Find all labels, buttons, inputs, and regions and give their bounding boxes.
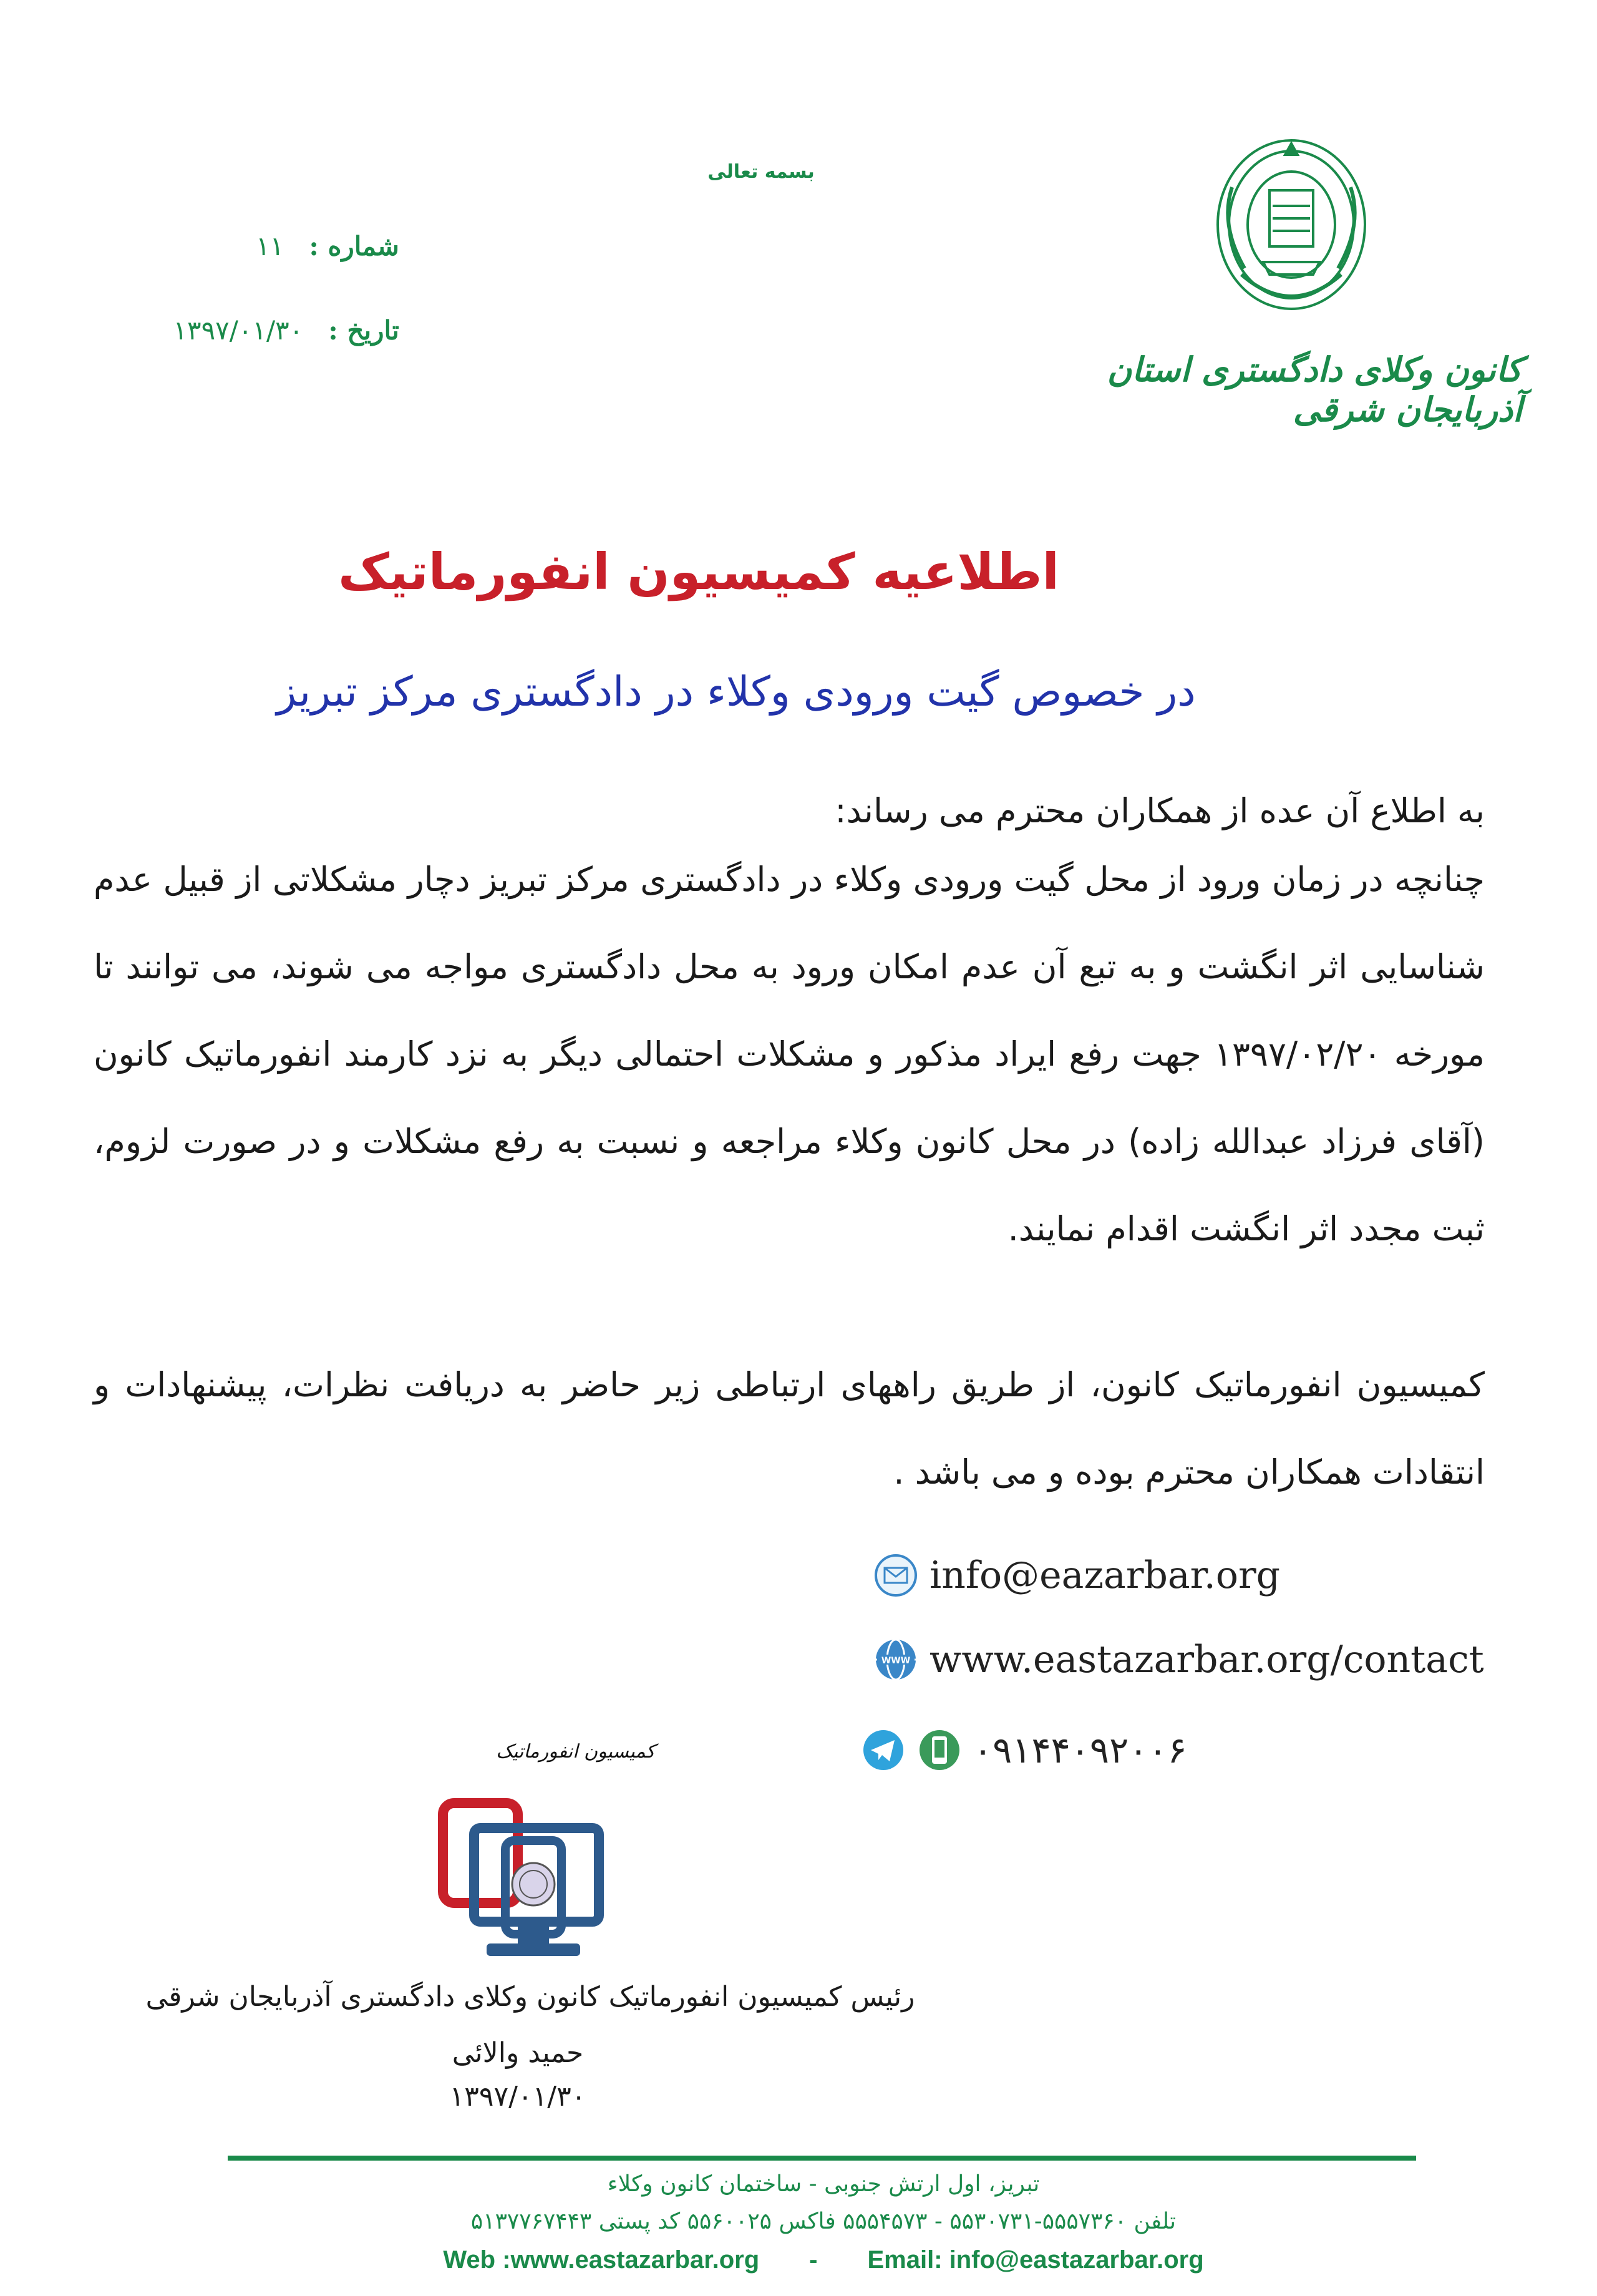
bar-association-emblem-icon <box>1210 131 1372 318</box>
contact-website[interactable] <box>873 1632 1522 1688</box>
footer-address: تبریز، اول ارتش جنوبی - ساختمان کانون وکلاء <box>607 2171 1040 2197</box>
organization-name: کانون وکلای دادگستری استان آذربایجان شرقی <box>1107 349 1522 429</box>
globe-icon <box>873 1637 918 1682</box>
letter-number-value: ۱۱ <box>256 231 284 261</box>
telegram-icon[interactable] <box>861 1728 906 1773</box>
mail-icon <box>873 1553 918 1598</box>
body-paragraph-main: چنانچه در زمان ورود از محل گیت ورودی وکلاء در دادگستری مرکز تبریز دچار مشکلاتی از قبیل عدم شناسایی اثر انگشت و به تبع آن عدم امکان ورود به محل دادگستری مواجه می شوند، می توانند تا مورخه ۱۳۹۷/۰۲/۲۰ جهت رفع ایراد مذکور و مشکلات احتمالی دیگر به نزد کارمند انفورماتیک کانون (آقای فرزاد عبدالله زاده) در محل کانون وکلاء مراجعه و نسبت به رفع مشکلات و در صورت لزوم، ثبت مجدد اثر انگشت اقدام نمایند. <box>94 860 1485 1248</box>
contact-email-text[interactable]: info@eazarbar.org <box>930 1554 1281 1597</box>
informatics-commission-logo-title: کمیسیون انفورماتیک <box>496 1741 655 1763</box>
contact-phone-text[interactable]: ۰۹۱۴۴۰۹۲۰۰۶ <box>973 1729 1187 1771</box>
contact-phone[interactable] <box>861 1722 1510 1778</box>
letter-date <box>69 315 399 346</box>
signatory-role: رئیس کمیسیون انفورماتیک کانون وکلای دادگستری آذربایجان شرقی <box>145 1981 915 2013</box>
body-paragraph-contact: کمیسیون انفورماتیک کانون، از طریق راههای ارتباطی زیر حاضر به دریافت نظرات، پیشنهادات و انتقادات همکاران محترم بوده و می باشد . <box>94 1365 1485 1492</box>
letter-number <box>75 231 399 261</box>
footer-web-email-row <box>250 2246 1397 2274</box>
contact-website-text[interactable]: www.eastazarbar.org/contact <box>930 1638 1484 1681</box>
bismillah-heading: بسمه تعالی <box>707 161 815 183</box>
intro-paragraph: به اطلاع آن عده از همکاران محترم می رساند: <box>835 791 1485 830</box>
signatory-name: حمید والائی <box>452 2037 584 2069</box>
footer-website-link[interactable]: Web :www.eastazarbar.org <box>443 2246 760 2274</box>
contact-email[interactable] <box>873 1547 1522 1603</box>
phone-icon[interactable] <box>917 1728 962 1773</box>
announcement-title: اطلاعیه کمیسیون انفورماتیک <box>338 543 1059 601</box>
letter-date-value: ۱۳۹۷/۰۱/۳۰ <box>173 315 304 346</box>
letter-number-label: شماره : <box>309 231 399 261</box>
signature-date: ۱۳۹۷/۰۱/۳۰ <box>449 2081 586 2113</box>
footer-divider <box>228 2156 1416 2161</box>
letter-date-label: تاریخ : <box>328 315 399 346</box>
announcement-subtitle: در خصوص گیت ورودی وکلاء در دادگستری مرکز تبریز <box>276 668 1196 716</box>
footer-phone-numbers: تلفن ۵۵۵۷۳۶۰-۵۵۳۰۷۳۱ - ۵۵۵۴۵۷۳ فاکس ۵۵۶۰۰۲۵ کد پستی ۵۱۳۷۷۶۷۴۴۳ <box>470 2209 1177 2234</box>
svg-text:WWW: WWW <box>881 1656 911 1666</box>
footer-email-link[interactable]: Email: info@eastazarbar.org <box>867 2246 1204 2274</box>
footer-separator: - <box>809 2246 818 2274</box>
informatics-commission-logo <box>399 1734 649 1997</box>
